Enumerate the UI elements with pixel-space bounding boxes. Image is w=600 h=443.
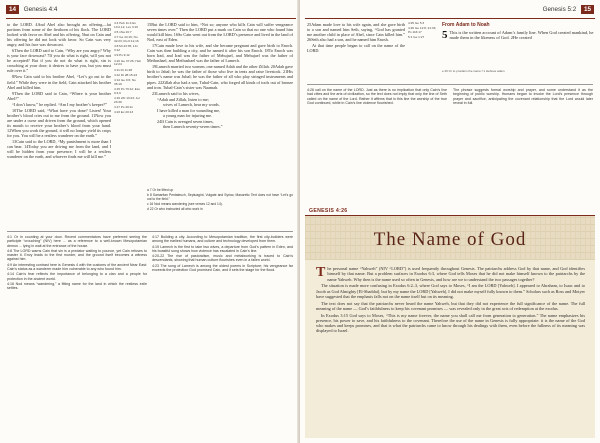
main-text-col1 bbox=[307, 22, 405, 82]
study-notes bbox=[307, 88, 593, 200]
text-note: c 16 Nod means wandering (see verses 12 and 14). bbox=[147, 202, 223, 206]
verse-para: 17Cain made love to his wife, and she became pregnant and gave birth to Enoch. Cain was then building a city, and he named it after his son Enoch. 18To Enoch was born Irad, and Irad was the father of Mehujael, and Mehujael was the father of Methushael, and Methushael was the father of Lamech. bbox=[147, 43, 293, 64]
xref-item[interactable]: 4:5 1Sa 16:7 bbox=[114, 30, 132, 34]
study-notes-col1 bbox=[7, 235, 147, 435]
study-note: 4:26 call on the name of the LORD. Just as there is no implication that only Cain’s line had cities and the arts of civilization, so the text does not imply that only the line of Seth called on the name of the Lord. Rather it affirms that in this line the worship of the true God continued, while in Cain’s line violence flourished. bbox=[307, 88, 447, 105]
section-body: This is the written account of Adam’s family line. When God created mankind, he made them in the likeness of God. 2He created bbox=[449, 30, 594, 41]
running-head: Genesis 4:4 bbox=[23, 6, 58, 13]
chapter-number: 5 bbox=[442, 29, 448, 41]
notes-divider bbox=[307, 84, 593, 85]
verse-para: 25Adam made love to his wife again, and she gave birth to a son and named him Seth, saying, “God has granted me another child in place of Abel, since Cain killed him.” 26Seth also had a son, and he named him Enosh. bbox=[307, 22, 405, 43]
xref-item[interactable]: 4:9 Ps 9:12 bbox=[114, 53, 130, 58]
study-note: 4:20-22 The rise of pastoralism, music and metalworking is traced to Cain’s descendants, showing that human culture flourishes even in a fallen world. bbox=[152, 254, 293, 263]
header-rule bbox=[305, 18, 595, 19]
study-note: 4:19 Lamech is the first to take two wives, a departure from God’s pattern in Eden, and his boastful song shows how violence has escalated in Cain’s line. bbox=[152, 244, 293, 253]
page-number: 15 bbox=[581, 5, 594, 14]
xref-item[interactable]: 4:23 Ex 20:13 bbox=[114, 110, 134, 115]
xref-item[interactable]: 4:26 Ge 12:8; 21:33; Ps 116:17 bbox=[408, 26, 437, 34]
page-number: 14 bbox=[6, 5, 19, 14]
study-note: 4:14 Cain’s fear reflects the importance of belonging to a clan and a people for protection in the ancient world. bbox=[7, 272, 147, 281]
verse-para: 15But the LORD said to him, “Not so; anyone who kills Cain will suffer vengeance seven times over.” Then the LORD put a mark on Cain so that no one who found him would kill him. 16So Cain went out from the LORD’s presence and lived in the land of Nod, east of Eden. bbox=[147, 22, 293, 43]
xref-item[interactable]: 4:25 Ge 5:3 bbox=[408, 22, 425, 25]
xref-item[interactable]: 4:16 2Ki 13:23; Jer 23:39 bbox=[114, 96, 140, 104]
text-note: d 22 Or who instructed all who work in bbox=[147, 207, 203, 211]
article-banner bbox=[305, 216, 595, 260]
study-note: 4:8 The LORD warns Cain that sin is a predator waiting to pounce, yet Cain refuses to master it. Envy leads to the first murder, and the ground itself becomes a witness against him. bbox=[7, 248, 147, 262]
verse-para: 10The LORD said, “What have you done? Listen! Your brother’s blood cries out to me from the ground. 11Now you are under a curse and driven from the ground, which opened its mouth to receive your brother’s blood from your hand. 12When you work the ground, it will no longer yield its crops for you. You will be a restless wanderer on the earth.” bbox=[7, 107, 111, 138]
study-note: 4:23 The song of Lamech is among the oldest poems in Scripture; his vengeance far exceeds the protection God promised Cain, and it sets the stage for the flood. bbox=[152, 263, 293, 273]
text-note: a 7 Or be lifted up bbox=[147, 188, 174, 192]
header-rule bbox=[6, 18, 296, 19]
xref-item[interactable]: 4:17 Ps 49:11 bbox=[114, 105, 133, 110]
study-notes-col2 bbox=[152, 235, 293, 435]
article-para bbox=[316, 266, 585, 282]
article-body bbox=[316, 266, 585, 335]
xref-item[interactable]: 4:10 Ge 37:26; Heb 12:24 bbox=[114, 58, 142, 67]
drop-cap: T bbox=[316, 265, 326, 280]
verse-para: 23Lamech said to his wives, bbox=[152, 90, 200, 96]
verse-para: 8Now Cain said to his brother Abel, “Let’s go out to the field.” While they were in the field, Cain attacked his brother Abel and killed him. bbox=[7, 74, 111, 90]
article-title: The Name of God bbox=[373, 229, 527, 250]
running-head: Genesis 5:2 bbox=[542, 6, 577, 13]
article-text: he personal name “Yahweh” (NIV “LORD”) is used frequently throughout Genesis. The patriarchs address God by that name, and God identifies himself by that name. But a problem surfaces in Exodus 6:3, where God tells Moses that he did not make himself known to the patriarchs by the name Yahweh. Why then is the name used so often in Genesis, and how are we to understand the two passages together? bbox=[327, 266, 585, 282]
text-notes bbox=[147, 188, 293, 228]
main-text-col1 bbox=[7, 22, 111, 228]
xref-item[interactable]: 4:8 Mt 23:35; 1Jn 3:12 bbox=[114, 44, 138, 52]
verse-para: to the LORD. 4And Abel also brought an offering—fat portions from some of the firstborn of his flock. The LORD looked with favor on Abel and his offering, 5but on Cain and his offering he did not look with favor. So Cain was very angry, and his face was downcast. bbox=[7, 22, 111, 48]
right-header bbox=[543, 5, 594, 19]
name-of-god-article bbox=[305, 215, 595, 438]
section-note: e 26 Or to proclaim the name f 1 Hebrew adam bbox=[442, 69, 505, 73]
notes-divider bbox=[7, 231, 293, 232]
cross-references bbox=[408, 22, 438, 82]
main-text-col2 bbox=[147, 22, 293, 187]
xref-item[interactable]: 4:4 Heb 11:4 Ex 13:2,12; Lev 3:16 bbox=[114, 22, 138, 29]
study-note: 4:17 Building a city. According to Mesopotamian tradition, the first city-builders were among the earliest humans, and culture and technology developed from them. bbox=[152, 235, 293, 244]
article-label: GENESIS 4:26 bbox=[309, 208, 348, 214]
poem-line: I have killed a man for wounding me, bbox=[157, 107, 221, 113]
xref-item[interactable]: 4:15 Ps 79:12; Eze 9:4,6 bbox=[114, 87, 141, 95]
poem-line: then Lamech seventy-seven times.” bbox=[163, 123, 223, 129]
poem-line: wives of Lamech, hear my words. bbox=[163, 101, 220, 107]
verse-para: 9Then the LORD said to Cain, “Where is your brother Abel?” bbox=[7, 90, 111, 101]
study-note: The phrase suggests formal worship and prayer, and some understand it as the beginning of public worship. Humans began to invoke the Lord’s presence through prayer and sacrifice, anticipating the covenant relationship that the Lord would later reveal in full. bbox=[453, 88, 593, 105]
poem-line: “Adah and Zillah, listen to me; bbox=[157, 96, 209, 102]
section-heading: From Adam to Noah bbox=[442, 22, 490, 28]
verse-para: “I don’t know,” he replied. “Am I my brother’s keeper?” bbox=[12, 101, 107, 107]
article-para: In Exodus 3:15 God says to Moses, “This is my name forever, the name you shall call me from generation to generation.” The name emphasizes his presence, his power to save, and his faithfulness to the covenant. Therefore the use of the name in Genesis is fully appropriate: it is the name of the God who makes and keeps promises, and that is what the patriarchs came to know through his dealings with them, even before the fullness of its meaning was displayed to Israel. bbox=[316, 312, 585, 334]
verse-para: 13Cain said to the LORD, “My punishment is more than I can bear. 14Today you are driving me from the land, and I will be hidden from your presence; I will be a restless wanderer on the earth, and whoever finds me will kill me.” bbox=[7, 139, 111, 160]
poem-line: a young man for injuring me. bbox=[163, 112, 213, 118]
section-text bbox=[442, 30, 594, 41]
text-note: b 8 Samaritan Pentateuch, Septuagint, Vulgate and Syriac; Masoretic Text does not have “Let’s go out to the field.” bbox=[147, 193, 293, 201]
xref-item[interactable]: 4:7 Ge 44:16; Nu 32:23; Ro 6:12,16 bbox=[114, 35, 139, 43]
verse-para: 6Then the LORD said to Cain, “Why are you angry? Why is your face downcast? 7If you do what is right, will you not be accepted? But if you do not do what is right, sin is crouching at your door; it desires to have you, but you must rule over it.” bbox=[7, 48, 111, 74]
cross-references bbox=[114, 22, 144, 228]
left-header bbox=[6, 5, 57, 19]
verse-para: 19Lamech married two women, one named Adah and the other Zillah. 20Adah gave birth to Jabal; he was the father of those who live in tents and raise livestock. 21His brother’s name was Jubal; he was the father of all who play stringed instruments and pipes. 22Zillah also had a son, Tubal-Cain, who forged all kinds of tools out of bronze and iron. Tubal-Cain’s sister was Naamah. bbox=[147, 64, 293, 90]
verse-para: At that time people began to call on the name of the LORD. bbox=[307, 43, 405, 54]
poem-line: 24If Cain is avenged seven times, bbox=[157, 118, 214, 124]
study-note: 4:16 Nod means “wandering,” a fitting name for the land in which the restless exile settles. bbox=[7, 281, 147, 291]
xref-item[interactable]: 4:11 Dt 11:28 bbox=[114, 67, 133, 72]
xref-item[interactable]: 4:12 Dt 28:15-24 bbox=[114, 72, 138, 77]
study-note: 4:1 Or in counting at your door. Recent commentators have preferred seeing the participle “crouching” (NIV) here ... as a reference to a well-known Mesopotamian demon ... lying in wait at the entrance of the house. bbox=[7, 235, 147, 248]
xref-item[interactable]: 4:14 Ge 9:6; Nu 35:19 bbox=[114, 78, 136, 86]
xref-item[interactable]: 5:1 Ge 1:27 bbox=[408, 35, 425, 40]
study-note: 4:9 An interesting contrast here is Genesis 4 with the customs of the ancient Near East: Cain’s status as a wanderer made him vulnerable to any who found him. bbox=[7, 262, 147, 272]
article-para: The text does not say that the patriarchs never heard the name Yahweh, but that they did not experience the full significance of the name. The full meaning of the name — God’s faithfulness to keep his covenant promises — was revealed only in the great acts of redemption at the exodus. bbox=[316, 300, 585, 311]
article-para: The situation is made more confusing in Exodus 6:2–3, where God says to Moses, “I am the LORD [Yahweh]. I appeared to Abraham, to Isaac and to Jacob as God Almighty [El-Shaddai], but by my name the LORD [Yahweh], I did not make myself fully known to them.” Scholars such as Ross and Motyer have suggested that the emphasis falls not on the name itself but on its meaning. bbox=[316, 283, 585, 299]
